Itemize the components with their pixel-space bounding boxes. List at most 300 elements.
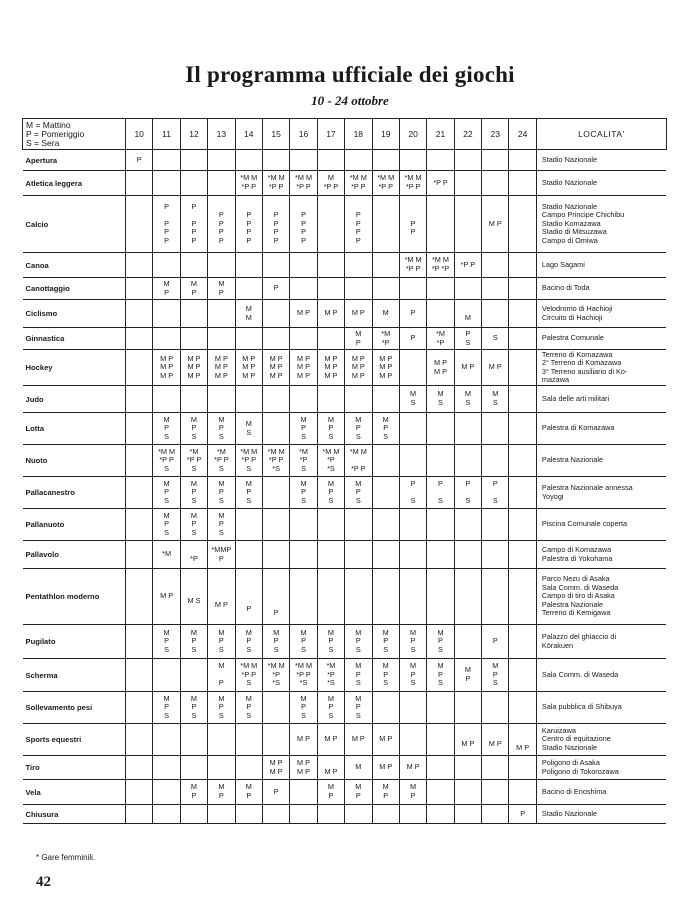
schedule-cell: M P xyxy=(345,328,372,350)
location: Palazzo del ghiaccio di Kōrakuen xyxy=(536,625,666,659)
schedule-cell xyxy=(208,724,235,756)
schedule-cell xyxy=(262,150,289,171)
schedule-cell xyxy=(427,509,454,541)
footnote: * Gare femminili. xyxy=(36,853,96,862)
schedule-cell: M P S xyxy=(153,625,180,659)
schedule-cell: M P xyxy=(399,756,426,780)
schedule-cell xyxy=(482,278,509,300)
schedule-cell xyxy=(509,150,536,171)
schedule-cell xyxy=(180,659,207,692)
schedule-cell: P P P P xyxy=(345,196,372,253)
page-number: 42 xyxy=(36,874,51,890)
schedule-cell: M P M P M P xyxy=(290,350,317,386)
schedule-cell xyxy=(399,150,426,171)
schedule-cell xyxy=(208,253,235,278)
schedule-cell xyxy=(126,780,153,805)
sport-name: Canottaggio xyxy=(23,278,126,300)
location: Poligono di Asaka Poligono di Tokorozawa xyxy=(536,756,666,780)
schedule-cell: *M M *P P xyxy=(262,171,289,196)
schedule-cell xyxy=(208,328,235,350)
schedule-cell: M P S xyxy=(372,625,399,659)
schedule-cell xyxy=(454,445,481,477)
schedule-cell xyxy=(126,300,153,328)
schedule-cell xyxy=(509,413,536,445)
legend-item: M = Mattino xyxy=(26,119,71,130)
schedule-cell xyxy=(317,386,344,413)
schedule-cell: M P xyxy=(208,780,235,805)
schedule-cell: M P xyxy=(454,659,481,692)
schedule-cell: *M M *P *P xyxy=(427,253,454,278)
schedule-cell: M P S xyxy=(208,625,235,659)
schedule-cell xyxy=(126,805,153,824)
schedule-cell: M P S xyxy=(180,509,207,541)
sport-name: Sollevamento pesi xyxy=(23,692,126,724)
schedule-table xyxy=(22,118,667,824)
schedule-cell xyxy=(290,328,317,350)
schedule-cell: M P xyxy=(208,659,235,692)
day-header: 13 xyxy=(208,119,235,150)
schedule-cell: M P S xyxy=(345,692,372,724)
schedule-cell xyxy=(454,625,481,659)
schedule-cell: M P S xyxy=(482,659,509,692)
schedule-cell xyxy=(235,150,262,171)
day-header: 12 xyxy=(180,119,207,150)
schedule-cell xyxy=(482,509,509,541)
schedule-cell xyxy=(482,150,509,171)
schedule-cell xyxy=(482,692,509,724)
schedule-cell xyxy=(126,386,153,413)
schedule-cell: M P S xyxy=(235,625,262,659)
day-header: 21 xyxy=(427,119,454,150)
location: Stadio Nazionale xyxy=(536,150,666,171)
schedule-cell xyxy=(180,328,207,350)
schedule-cell: M P S xyxy=(317,477,344,509)
location: Piscina Comunale coperta xyxy=(536,509,666,541)
schedule-cell xyxy=(235,253,262,278)
schedule-cell: *P xyxy=(180,541,207,569)
schedule-cell: *M M *P P *S xyxy=(290,659,317,692)
schedule-cell xyxy=(290,569,317,625)
schedule-cell: *MMP P xyxy=(208,541,235,569)
schedule-cell: M P xyxy=(345,300,372,328)
schedule-cell xyxy=(372,150,399,171)
schedule-cell: M P M P M P xyxy=(153,350,180,386)
schedule-cell xyxy=(509,692,536,724)
table-row xyxy=(23,278,667,300)
schedule-cell xyxy=(153,171,180,196)
schedule-cell xyxy=(208,150,235,171)
schedule-cell xyxy=(427,692,454,724)
schedule-cell xyxy=(399,692,426,724)
schedule-cell: *M M *P P xyxy=(399,253,426,278)
schedule-cell: M P xyxy=(153,278,180,300)
schedule-cell xyxy=(180,253,207,278)
day-header: 23 xyxy=(482,119,509,150)
schedule-cell: M P S xyxy=(153,413,180,445)
schedule-cell xyxy=(126,350,153,386)
page-subtitle: 10 - 24 ottobre xyxy=(311,93,389,108)
schedule-cell: M P S xyxy=(399,625,426,659)
schedule-cell: M P xyxy=(372,756,399,780)
table-row xyxy=(23,659,667,692)
schedule-cell: M P xyxy=(482,196,509,253)
schedule-cell xyxy=(262,509,289,541)
schedule-cell xyxy=(454,171,481,196)
schedule-cell xyxy=(454,756,481,780)
day-header: 10 xyxy=(126,119,153,150)
schedule-cell: M P xyxy=(180,780,207,805)
schedule-cell: *M M *P P xyxy=(290,171,317,196)
schedule-cell xyxy=(454,780,481,805)
table-row xyxy=(23,692,667,724)
location: Stadio Nazionale Campo Principe Chichibu Stadio Komazawa Stadio di Mitsuzawa Campo di Omiwa xyxy=(536,196,666,253)
schedule-cell xyxy=(427,413,454,445)
location: Parco Nezu di Asaka Sala Comm. di Waseda Campo di tiro di Asaka Palestra Nazionale Terreno di Kemigawa xyxy=(536,569,666,625)
schedule-cell: M P M P xyxy=(262,756,289,780)
sport-name: Hockey xyxy=(23,350,126,386)
schedule-cell: P S xyxy=(454,328,481,350)
table-row xyxy=(23,445,667,477)
schedule-cell xyxy=(372,386,399,413)
schedule-cell: *M *P *S xyxy=(317,659,344,692)
schedule-cell: M P S xyxy=(262,625,289,659)
schedule-cell xyxy=(208,756,235,780)
day-header: 17 xyxy=(317,119,344,150)
schedule-cell: M P S xyxy=(180,477,207,509)
sport-name: Pallacanestro xyxy=(23,477,126,509)
schedule-cell xyxy=(427,724,454,756)
schedule-cell xyxy=(317,541,344,569)
schedule-cell xyxy=(509,756,536,780)
schedule-cell xyxy=(482,171,509,196)
schedule-cell: *M M *P *S xyxy=(262,659,289,692)
schedule-cell xyxy=(180,300,207,328)
schedule-cell xyxy=(153,253,180,278)
schedule-cell: M xyxy=(454,300,481,328)
schedule-cell: M P M P M P xyxy=(372,350,399,386)
schedule-cell xyxy=(454,196,481,253)
table-row xyxy=(23,569,667,625)
schedule-cell xyxy=(317,278,344,300)
schedule-cell: M S xyxy=(427,386,454,413)
schedule-cell xyxy=(208,805,235,824)
schedule-cell xyxy=(262,300,289,328)
schedule-cell: M P S xyxy=(399,659,426,692)
schedule-cell: M P xyxy=(345,780,372,805)
table-row xyxy=(23,805,667,824)
schedule-cell xyxy=(345,509,372,541)
schedule-cell xyxy=(290,805,317,824)
schedule-cell xyxy=(509,625,536,659)
sport-name: Calcio xyxy=(23,196,126,253)
table-row xyxy=(23,413,667,445)
schedule-cell: M S xyxy=(180,569,207,625)
schedule-cell xyxy=(454,692,481,724)
table-row xyxy=(23,300,667,328)
schedule-cell xyxy=(153,150,180,171)
schedule-cell xyxy=(509,171,536,196)
schedule-cell xyxy=(235,756,262,780)
schedule-cell: M P S xyxy=(427,625,454,659)
sport-name: Ciclismo xyxy=(23,300,126,328)
schedule-cell: P xyxy=(399,328,426,350)
schedule-cell xyxy=(262,386,289,413)
schedule-cell xyxy=(262,413,289,445)
schedule-cell xyxy=(509,780,536,805)
schedule-cell: *P P xyxy=(427,171,454,196)
schedule-cell xyxy=(482,445,509,477)
schedule-cell xyxy=(180,386,207,413)
schedule-cell xyxy=(427,541,454,569)
schedule-cell: M P xyxy=(454,724,481,756)
schedule-cell xyxy=(153,724,180,756)
sport-name: Judo xyxy=(23,386,126,413)
schedule-cell: M P M P M P xyxy=(208,350,235,386)
day-header: 20 xyxy=(399,119,426,150)
location: Stadio Nazionale xyxy=(536,171,666,196)
schedule-cell xyxy=(153,780,180,805)
schedule-cell: *M xyxy=(153,541,180,569)
schedule-cell xyxy=(372,278,399,300)
schedule-cell: M P S xyxy=(180,692,207,724)
schedule-cell: M S xyxy=(235,413,262,445)
schedule-cell: P S xyxy=(427,477,454,509)
location: Stadio Nazionale xyxy=(536,805,666,824)
schedule-cell: P S xyxy=(454,477,481,509)
schedule-cell xyxy=(509,328,536,350)
schedule-cell: M M xyxy=(235,300,262,328)
sport-name: Pentathlon moderno xyxy=(23,569,126,625)
schedule-cell xyxy=(153,659,180,692)
schedule-cell xyxy=(126,625,153,659)
schedule-cell xyxy=(399,541,426,569)
schedule-cell: *M *P S xyxy=(290,445,317,477)
page-title: Il programma ufficiale dei giochi xyxy=(185,62,515,87)
sport-name: Pallavolo xyxy=(23,541,126,569)
schedule-cell xyxy=(509,350,536,386)
schedule-cell xyxy=(427,278,454,300)
schedule-cell xyxy=(509,659,536,692)
schedule-cell: M S xyxy=(482,386,509,413)
schedule-cell: M P S xyxy=(317,413,344,445)
schedule-cell xyxy=(399,278,426,300)
schedule-cell xyxy=(509,569,536,625)
schedule-cell: *M M *P P S xyxy=(235,659,262,692)
schedule-cell: M P S xyxy=(345,413,372,445)
sport-name: Nuoto xyxy=(23,445,126,477)
legend-item: P = Pomeriggio xyxy=(26,128,85,139)
schedule-cell: P P P P xyxy=(262,196,289,253)
schedule-cell: *M *P P S xyxy=(180,445,207,477)
schedule-cell xyxy=(126,724,153,756)
schedule-cell: M P S xyxy=(208,413,235,445)
schedule-cell: M P S xyxy=(345,477,372,509)
table-row xyxy=(23,756,667,780)
schedule-cell xyxy=(454,569,481,625)
schedule-cell: P P P P xyxy=(290,196,317,253)
table-row xyxy=(23,150,667,171)
schedule-cell xyxy=(399,805,426,824)
schedule-cell: M P S xyxy=(208,692,235,724)
schedule-cell: M xyxy=(372,300,399,328)
schedule-cell: P P P P xyxy=(235,196,262,253)
schedule-cell: M P S xyxy=(153,477,180,509)
schedule-cell xyxy=(317,569,344,625)
table-row xyxy=(23,386,667,413)
schedule-cell xyxy=(345,278,372,300)
sport-name: Tiro xyxy=(23,756,126,780)
schedule-cell xyxy=(180,805,207,824)
schedule-cell xyxy=(454,413,481,445)
schedule-cell xyxy=(509,253,536,278)
schedule-cell xyxy=(235,386,262,413)
sport-name: Apertura xyxy=(23,150,126,171)
schedule-cell xyxy=(290,278,317,300)
schedule-cell xyxy=(235,328,262,350)
schedule-cell xyxy=(262,541,289,569)
schedule-cell xyxy=(372,509,399,541)
schedule-cell xyxy=(126,253,153,278)
schedule-cell xyxy=(126,659,153,692)
schedule-cell: *M M *P *S xyxy=(317,445,344,477)
table-row xyxy=(23,477,667,509)
schedule-cell: M P S xyxy=(290,692,317,724)
schedule-cell: M S xyxy=(399,386,426,413)
schedule-cell xyxy=(290,541,317,569)
schedule-cell: M P S xyxy=(180,413,207,445)
schedule-cell: M P xyxy=(153,569,180,625)
schedule-cell: M P S xyxy=(153,692,180,724)
schedule-cell: M P xyxy=(482,350,509,386)
location: Palestra Comunale xyxy=(536,328,666,350)
schedule-cell xyxy=(482,413,509,445)
schedule-cell xyxy=(317,253,344,278)
schedule-cell xyxy=(427,805,454,824)
localita-header: LOCALITA' xyxy=(536,119,666,150)
location: Velodromo di Hachioji Circuito di Hachioji xyxy=(536,300,666,328)
day-header: 18 xyxy=(345,119,372,150)
schedule-cell xyxy=(153,386,180,413)
schedule-cell: M S xyxy=(454,386,481,413)
schedule-cell: M P xyxy=(208,278,235,300)
schedule-cell: M P S xyxy=(290,625,317,659)
schedule-cell: P P P P xyxy=(180,196,207,253)
schedule-cell: M P S xyxy=(235,692,262,724)
schedule-cell xyxy=(262,253,289,278)
schedule-cell xyxy=(262,328,289,350)
schedule-cell xyxy=(235,805,262,824)
schedule-cell xyxy=(262,477,289,509)
schedule-cell: P P xyxy=(399,196,426,253)
schedule-cell: P P P P xyxy=(208,196,235,253)
sport-name: Pugilato xyxy=(23,625,126,659)
schedule-cell xyxy=(126,171,153,196)
schedule-cell: P xyxy=(262,278,289,300)
schedule-cell: *M M *P P xyxy=(345,171,372,196)
sport-name: Lotta xyxy=(23,413,126,445)
schedule-cell xyxy=(345,569,372,625)
schedule-cell xyxy=(509,541,536,569)
location: Palestra Nazionale xyxy=(536,445,666,477)
schedule-cell xyxy=(454,278,481,300)
schedule-cell xyxy=(482,805,509,824)
schedule-cell xyxy=(454,541,481,569)
schedule-cell xyxy=(290,780,317,805)
schedule-cell xyxy=(180,724,207,756)
schedule-cell xyxy=(317,328,344,350)
schedule-cell: M P S xyxy=(345,625,372,659)
schedule-cell xyxy=(427,780,454,805)
schedule-cell: M P xyxy=(235,780,262,805)
schedule-cell xyxy=(399,509,426,541)
location: Campo di Komazawa Palestra di Yokohama xyxy=(536,541,666,569)
day-header: 24 xyxy=(509,119,536,150)
schedule-cell xyxy=(427,150,454,171)
schedule-cell xyxy=(153,300,180,328)
schedule-cell xyxy=(399,413,426,445)
schedule-cell xyxy=(399,445,426,477)
sport-name: Chiusura xyxy=(23,805,126,824)
schedule-cell xyxy=(180,150,207,171)
schedule-cell xyxy=(482,569,509,625)
schedule-cell xyxy=(372,569,399,625)
day-header: 16 xyxy=(290,119,317,150)
schedule-cell: P xyxy=(482,625,509,659)
schedule-body xyxy=(23,150,667,824)
schedule-cell: P P P P xyxy=(153,196,180,253)
schedule-cell: M P M P M P xyxy=(180,350,207,386)
schedule-cell xyxy=(345,805,372,824)
schedule-cell xyxy=(180,756,207,780)
schedule-cell xyxy=(126,278,153,300)
location: Karuizawa Centro di equitazione Stadio Nazionale xyxy=(536,724,666,756)
schedule-cell xyxy=(427,569,454,625)
schedule-cell xyxy=(482,756,509,780)
schedule-cell: P xyxy=(509,805,536,824)
table-row xyxy=(23,328,667,350)
schedule-cell: M P M P xyxy=(427,350,454,386)
schedule-cell: M P xyxy=(372,780,399,805)
schedule-cell: *M M *P P xyxy=(399,171,426,196)
schedule-cell: *M M *P P S xyxy=(153,445,180,477)
schedule-cell xyxy=(153,328,180,350)
schedule-cell xyxy=(345,253,372,278)
location: Bacino di Toda xyxy=(536,278,666,300)
schedule-cell xyxy=(208,300,235,328)
schedule-cell: M P S xyxy=(317,625,344,659)
schedule-cell: P xyxy=(126,150,153,171)
schedule-cell xyxy=(454,509,481,541)
schedule-cell xyxy=(317,509,344,541)
schedule-cell: *M *P xyxy=(372,328,399,350)
table-row xyxy=(23,541,667,569)
schedule-cell xyxy=(262,805,289,824)
sport-name: Sports equestri xyxy=(23,724,126,756)
schedule-cell: P xyxy=(235,569,262,625)
location: Palestra di Komazawa xyxy=(536,413,666,445)
schedule-cell: P S xyxy=(399,477,426,509)
schedule-cell: M P S xyxy=(345,659,372,692)
schedule-cell: P xyxy=(399,300,426,328)
schedule-cell: P xyxy=(262,569,289,625)
schedule-cell: *M M *P P xyxy=(235,171,262,196)
schedule-cell: M P xyxy=(345,724,372,756)
schedule-cell xyxy=(153,805,180,824)
schedule-cell xyxy=(317,196,344,253)
schedule-cell xyxy=(482,541,509,569)
schedule-cell xyxy=(427,756,454,780)
schedule-cell xyxy=(372,805,399,824)
